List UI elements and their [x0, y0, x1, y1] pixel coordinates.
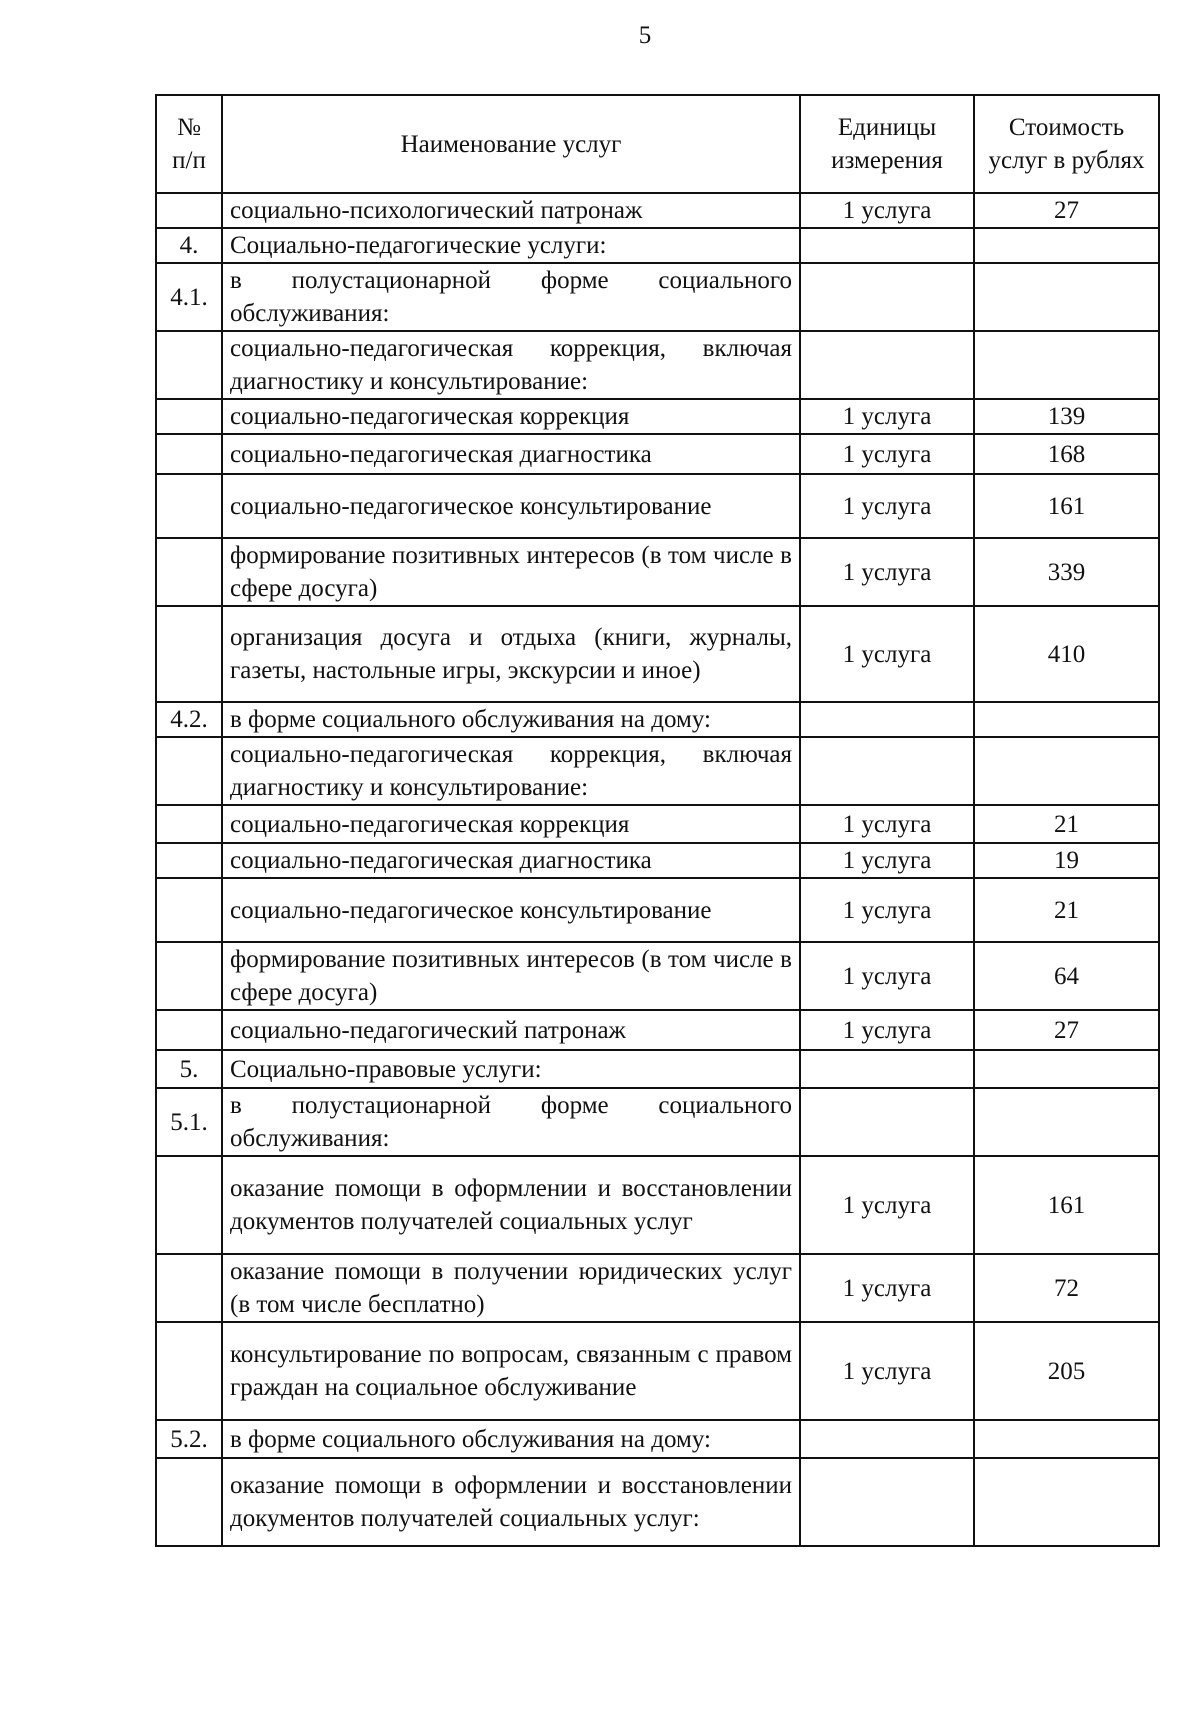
unit-of-measure: 1 услуга: [800, 1254, 974, 1322]
unit-of-measure: 1 услуга: [800, 942, 974, 1010]
table-row: [156, 737, 1159, 805]
service-name: в полустационарной форме социального обслуживания:: [222, 1088, 800, 1156]
unit-of-measure: 1 услуга: [800, 193, 974, 228]
service-name: в форме социального обслуживания на дому:: [222, 1420, 800, 1458]
unit-of-measure: [800, 263, 974, 331]
table-header-row: [156, 95, 1159, 193]
unit-of-measure: 1 услуга: [800, 1156, 974, 1254]
header-unit: Единицы измерения: [800, 95, 974, 193]
unit-of-measure: [800, 1088, 974, 1156]
table-row: [156, 702, 1159, 737]
unit-of-measure: 1 услуга: [800, 843, 974, 878]
unit-of-measure: 1 услуга: [800, 805, 974, 843]
row-number: 4.2.: [156, 702, 222, 737]
service-price: 27: [974, 193, 1159, 228]
service-name: Социально-педагогические услуги:: [222, 228, 800, 263]
unit-of-measure: 1 услуга: [800, 1322, 974, 1420]
row-number: 5.2.: [156, 1420, 222, 1458]
row-number: [156, 1458, 222, 1546]
unit-of-measure: [800, 1420, 974, 1458]
table-row: [156, 474, 1159, 538]
service-name: социально-педагогическая коррекция: [222, 399, 800, 434]
table-row: [156, 843, 1159, 878]
service-name: социально-педагогическая коррекция, включая диагностику и консультирование:: [222, 331, 800, 399]
service-name: формирование позитивных интересов (в том числе в сфере досуга): [222, 942, 800, 1010]
row-number: [156, 1322, 222, 1420]
table-row: [156, 434, 1159, 474]
row-number: 5.1.: [156, 1088, 222, 1156]
service-price: [974, 702, 1159, 737]
header-price: Стоимость услуг в рублях: [974, 95, 1159, 193]
service-price: [974, 737, 1159, 805]
table-row: [156, 606, 1159, 702]
service-price: 19: [974, 843, 1159, 878]
table-row: [156, 878, 1159, 942]
row-number: [156, 1254, 222, 1322]
unit-of-measure: [800, 702, 974, 737]
service-name: социально-психологический патронаж: [222, 193, 800, 228]
row-number: [156, 331, 222, 399]
service-price: 27: [974, 1010, 1159, 1050]
unit-of-measure: 1 услуга: [800, 399, 974, 434]
service-name: социально-педагогическая коррекция: [222, 805, 800, 843]
service-price: [974, 1458, 1159, 1546]
row-number: [156, 843, 222, 878]
service-price: [974, 228, 1159, 263]
header-number: № п/п: [156, 95, 222, 193]
row-number: [156, 399, 222, 434]
service-name: Социально-правовые услуги:: [222, 1050, 800, 1088]
table-row: [156, 1156, 1159, 1254]
row-number: [156, 1010, 222, 1050]
unit-of-measure: 1 услуга: [800, 474, 974, 538]
table-row: [156, 1088, 1159, 1156]
row-number: [156, 942, 222, 1010]
service-price: 161: [974, 1156, 1159, 1254]
service-name: социально-педагогическое консультирование: [222, 474, 800, 538]
service-name: в полустационарной форме социального обслуживания:: [222, 263, 800, 331]
service-name: формирование позитивных интересов (в том числе в сфере досуга): [222, 538, 800, 606]
service-price: 168: [974, 434, 1159, 474]
unit-of-measure: [800, 1458, 974, 1546]
table-row: [156, 1254, 1159, 1322]
service-price: 21: [974, 878, 1159, 942]
unit-of-measure: 1 услуга: [800, 538, 974, 606]
row-number: [156, 1156, 222, 1254]
table-row: [156, 1420, 1159, 1458]
service-price: 72: [974, 1254, 1159, 1322]
table-row: [156, 399, 1159, 434]
table-row: [156, 1010, 1159, 1050]
service-price: 205: [974, 1322, 1159, 1420]
service-price: 139: [974, 399, 1159, 434]
service-name: социально-педагогическое консультирование: [222, 878, 800, 942]
service-name: в форме социального обслуживания на дому:: [222, 702, 800, 737]
table-row: [156, 1322, 1159, 1420]
service-name: консультирование по вопросам, связанным с правом граждан на социальное обслуживание: [222, 1322, 800, 1420]
unit-of-measure: [800, 1050, 974, 1088]
service-price: [974, 1050, 1159, 1088]
unit-of-measure: [800, 228, 974, 263]
service-price: [974, 1088, 1159, 1156]
table-row: [156, 331, 1159, 399]
service-name: оказание помощи в получении юридических услуг (в том числе бесплатно): [222, 1254, 800, 1322]
row-number: 4.: [156, 228, 222, 263]
row-number: [156, 474, 222, 538]
service-price: 64: [974, 942, 1159, 1010]
row-number: [156, 737, 222, 805]
row-number: [156, 538, 222, 606]
table-row: [156, 1050, 1159, 1088]
table-row: [156, 193, 1159, 228]
service-name: оказание помощи в оформлении и восстановлении документов получателей социальных услуг: [222, 1156, 800, 1254]
table-row: [156, 228, 1159, 263]
unit-of-measure: [800, 737, 974, 805]
row-number: [156, 878, 222, 942]
unit-of-measure: [800, 331, 974, 399]
unit-of-measure: 1 услуга: [800, 878, 974, 942]
service-name: организация досуга и отдыха (книги, журналы, газеты, настольные игры, экскурсии и иное): [222, 606, 800, 702]
service-price: 161: [974, 474, 1159, 538]
service-name: социально-педагогическая коррекция, включая диагностику и консультирование:: [222, 737, 800, 805]
row-number: 5.: [156, 1050, 222, 1088]
row-number: [156, 193, 222, 228]
table-row: [156, 805, 1159, 843]
service-price: [974, 263, 1159, 331]
table-row: [156, 263, 1159, 331]
unit-of-measure: 1 услуга: [800, 434, 974, 474]
service-name: оказание помощи в оформлении и восстановлении документов получателей социальных услуг:: [222, 1458, 800, 1546]
service-name: социально-педагогическая диагностика: [222, 843, 800, 878]
table-row: [156, 538, 1159, 606]
service-price: [974, 1420, 1159, 1458]
service-name: социально-педагогический патронаж: [222, 1010, 800, 1050]
row-number: [156, 805, 222, 843]
unit-of-measure: 1 услуга: [800, 606, 974, 702]
row-number: 4.1.: [156, 263, 222, 331]
service-name: социально-педагогическая диагностика: [222, 434, 800, 474]
page-number: 5: [638, 22, 652, 49]
service-price: 410: [974, 606, 1159, 702]
services-price-table: [155, 94, 1160, 1547]
table-row: [156, 1458, 1159, 1546]
unit-of-measure: 1 услуга: [800, 1010, 974, 1050]
row-number: [156, 606, 222, 702]
service-price: [974, 331, 1159, 399]
table-row: [156, 942, 1159, 1010]
row-number: [156, 434, 222, 474]
service-price: 21: [974, 805, 1159, 843]
service-price: 339: [974, 538, 1159, 606]
header-service-name: Наименование услуг: [222, 95, 800, 193]
